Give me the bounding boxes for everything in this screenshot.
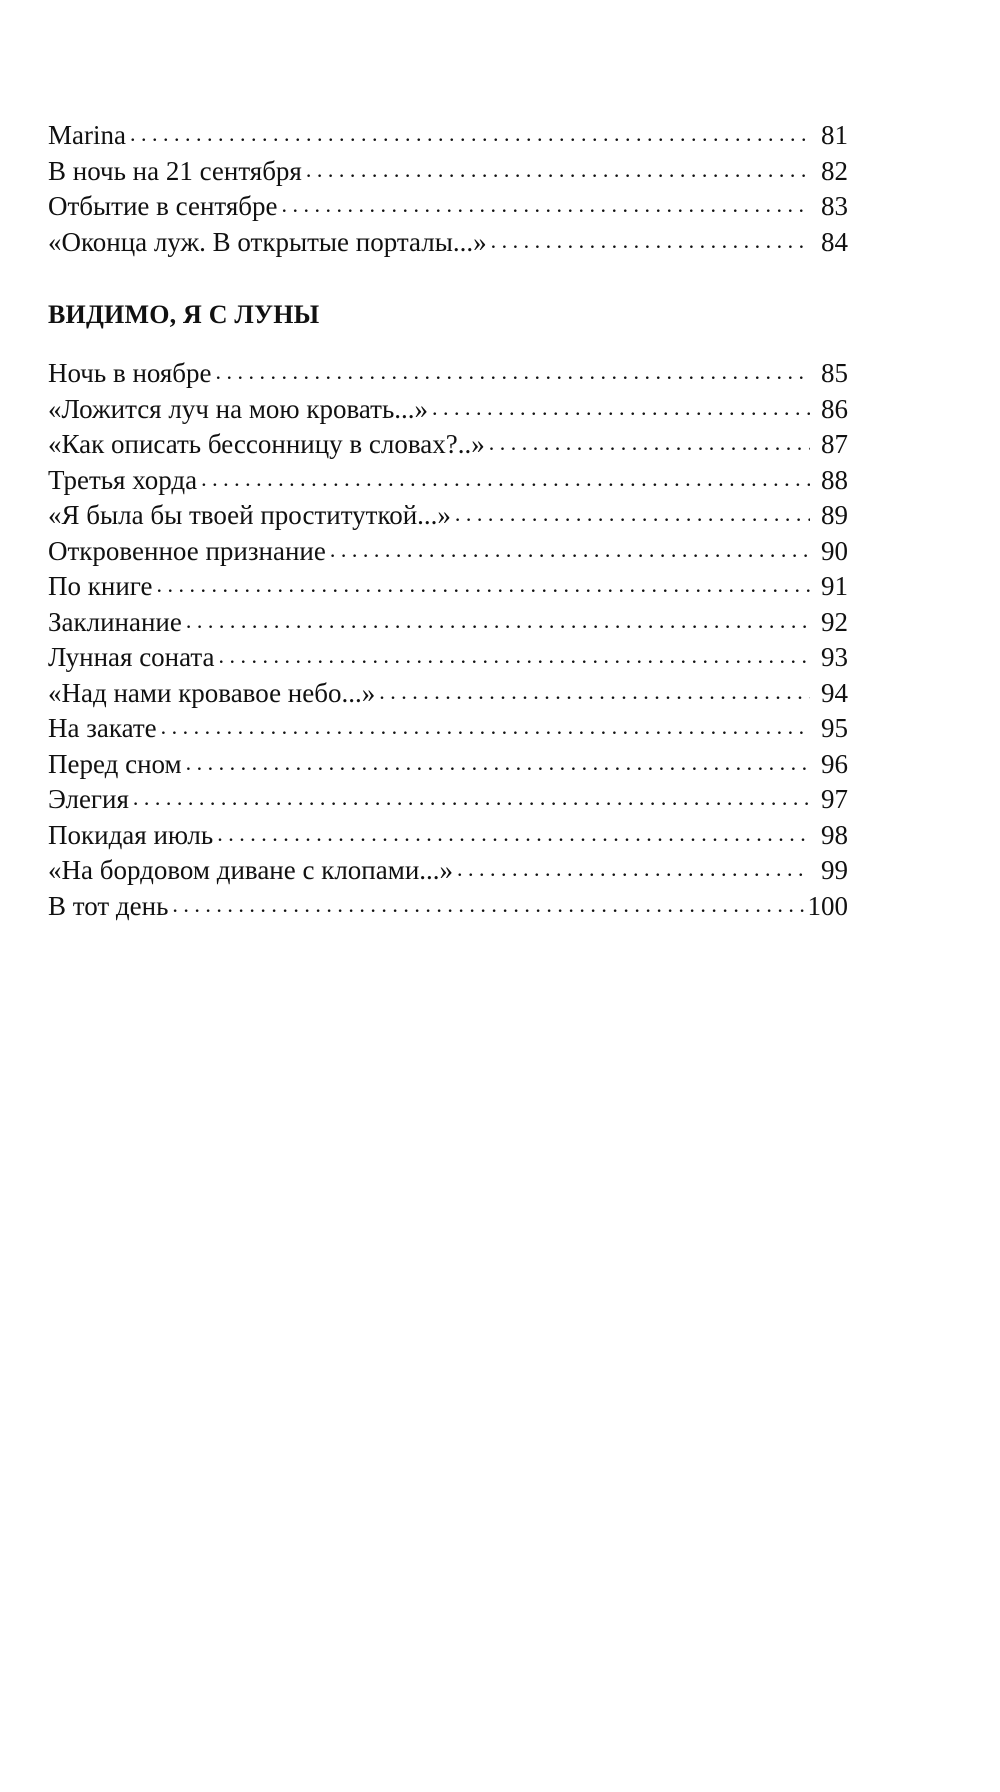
toc-leader-dots (282, 187, 811, 223)
toc-entry-page: 96 (821, 748, 848, 779)
toc-entry-page: 97 (821, 784, 848, 814)
toc-entry-page: 99 (821, 855, 848, 885)
toc-leader-dots (172, 887, 803, 923)
toc-entry-title: Покидая июль (48, 819, 214, 850)
table-of-contents (48, 118, 848, 924)
toc-entry-title: Marina (48, 120, 126, 150)
toc-entry (48, 427, 848, 463)
toc-entry (48, 853, 848, 889)
toc-entry-title: Перед сном (48, 748, 182, 779)
toc-entry-title: Отбытие в сентябре (48, 191, 278, 221)
section-heading: ВИДИМО, Я С ЛУНЫ (48, 300, 320, 329)
toc-entry-title: «Как описать бессонницу в словах?..» (48, 429, 485, 459)
toc-leader-dots (489, 425, 810, 461)
toc-entry-page: 93 (821, 642, 848, 672)
toc-leader-dots (186, 603, 810, 639)
toc-entry-page: 88 (821, 464, 848, 495)
toc-entry (48, 782, 848, 818)
toc-entry-title: В ночь на 21 сентября (48, 155, 302, 186)
toc-entry (48, 463, 848, 499)
toc-entry (48, 118, 848, 154)
toc-entry-title: «Ложится луч на мою кровать...» (48, 393, 429, 424)
toc-entry-page: 95 (821, 713, 848, 743)
toc-entry (48, 356, 848, 392)
toc-entry (48, 392, 848, 428)
toc-entry (48, 640, 848, 676)
toc-leader-dots (130, 116, 810, 152)
toc-entry (48, 889, 848, 925)
toc-entry-page: 91 (821, 571, 848, 601)
toc-leader-dots (457, 851, 810, 887)
toc-leader-dots (156, 567, 810, 603)
toc-list-part1 (48, 118, 848, 260)
toc-entry-title: В тот день (48, 890, 169, 921)
toc-leader-dots (161, 709, 810, 745)
toc-entry (48, 605, 848, 641)
toc-entry-page: 89 (821, 500, 848, 530)
toc-entry (48, 676, 848, 712)
toc-entry (48, 498, 848, 534)
toc-entry-title: На закате (48, 713, 157, 743)
toc-leader-dots (219, 638, 810, 674)
toc-entry-page: 87 (821, 429, 848, 459)
toc-entry (48, 225, 848, 261)
toc-entry-page: 94 (821, 677, 848, 708)
toc-entry-title: «Над нами кровавое небо...» (48, 677, 376, 708)
toc-entry (48, 747, 848, 783)
toc-leader-dots (201, 461, 810, 497)
toc-entry (48, 711, 848, 747)
toc-entry-title: «Оконца луж. В открытые порталы...» (48, 226, 487, 257)
toc-entry (48, 534, 848, 570)
toc-leader-dots (216, 354, 810, 390)
toc-entry-title: По книге (48, 571, 153, 601)
toc-leader-dots (330, 532, 810, 568)
toc-entry-title: Ночь в ноябре (48, 358, 212, 388)
toc-entry-page: 90 (821, 535, 848, 566)
toc-entry (48, 154, 848, 190)
toc-leader-dots (133, 780, 810, 816)
toc-entry-page: 84 (821, 226, 848, 257)
toc-entry-page: 85 (821, 358, 848, 388)
toc-leader-dots (186, 745, 810, 781)
toc-entry-page: 83 (821, 191, 848, 221)
toc-entry-page: 82 (821, 155, 848, 186)
toc-leader-dots (379, 674, 810, 710)
toc-entry-title: Третья хорда (48, 464, 198, 495)
toc-entry (48, 569, 848, 605)
toc-entry-title: Заклинание (48, 606, 182, 637)
toc-entry (48, 818, 848, 854)
toc-entry-title: «Я была бы твоей проституткой...» (48, 500, 451, 530)
toc-entry-title: «На бордовом диване с клопами...» (48, 855, 454, 885)
toc-entry-page: 100 (807, 890, 848, 921)
toc-leader-dots (491, 223, 810, 259)
toc-entry-title: Лунная соната (48, 642, 215, 672)
toc-entry-title: Откровенное признание (48, 535, 326, 566)
toc-entry-page: 86 (821, 393, 848, 424)
toc-entry-title: Элегия (48, 784, 129, 814)
toc-list-section2 (48, 356, 848, 924)
toc-entry-page: 98 (821, 819, 848, 850)
toc-entry (48, 189, 848, 225)
toc-leader-dots (455, 496, 810, 532)
toc-entry-page: 92 (821, 606, 848, 637)
toc-leader-dots (432, 390, 810, 426)
toc-entry-page: 81 (821, 120, 848, 150)
toc-leader-dots (217, 816, 810, 852)
toc-leader-dots (306, 152, 810, 188)
